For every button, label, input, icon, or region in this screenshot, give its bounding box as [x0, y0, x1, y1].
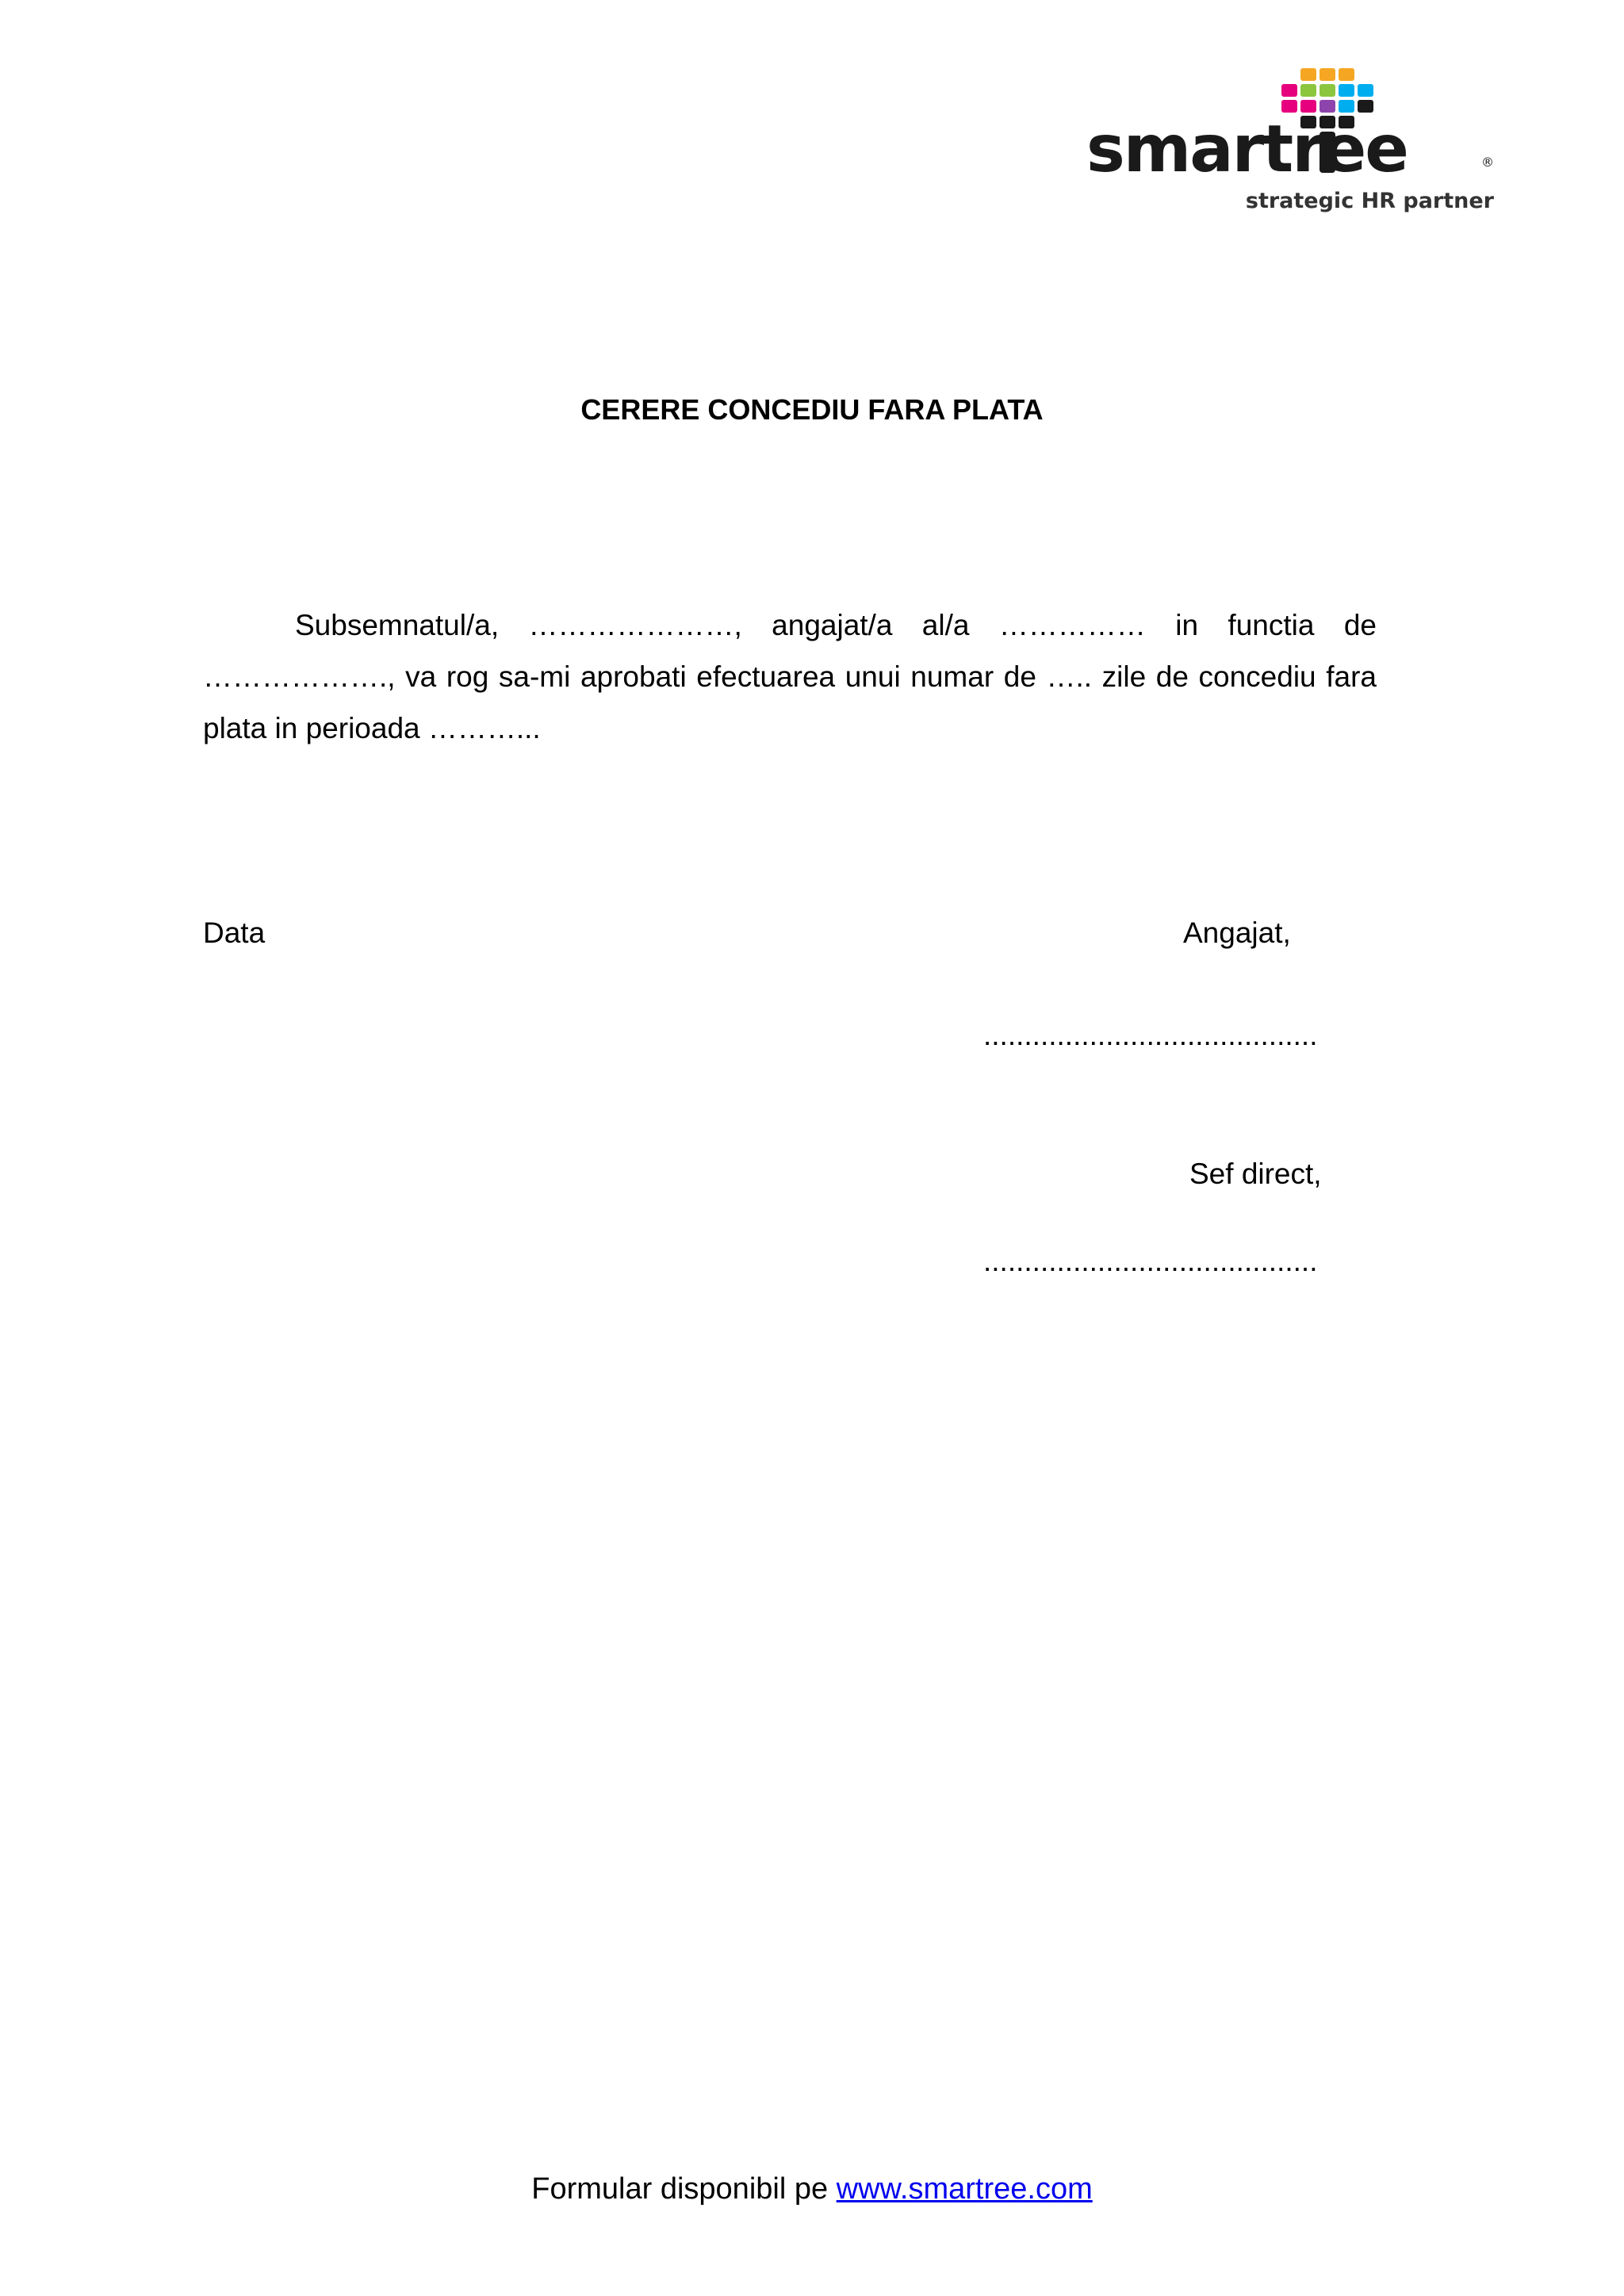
smartree-logo-graphic [1085, 68, 1497, 219]
footer-link[interactable]: www.smartree.com [836, 2172, 1093, 2206]
request-body-text: Subsemnatul/a, …………………, angajat/a al/a …………… in functia de ………………., va rog sa-mi aprobati efectuarea unui numar de ….. zile de concediu fara plata in perioada ………... [203, 609, 1377, 744]
employee-label: Angajat, [1183, 916, 1291, 949]
footer [0, 2172, 1624, 2206]
logo-registered-mark: ® [1481, 155, 1494, 170]
document-title: CERERE CONCEDIU FARA PLATA [580, 393, 1044, 426]
manager-label: Sef direct, [1189, 1158, 1322, 1190]
date-label: Data [203, 916, 266, 949]
logo-tagline: strategic HR partner [1245, 189, 1494, 213]
footer-text: Formular disponibil pe [531, 2172, 837, 2206]
logo-wordmark: smartree [1086, 112, 1408, 187]
employee-signature-line: ......................................... [983, 1019, 1318, 1051]
manager-signature-line: ......................................... [983, 1245, 1318, 1277]
smartree-logo [1085, 68, 1497, 219]
